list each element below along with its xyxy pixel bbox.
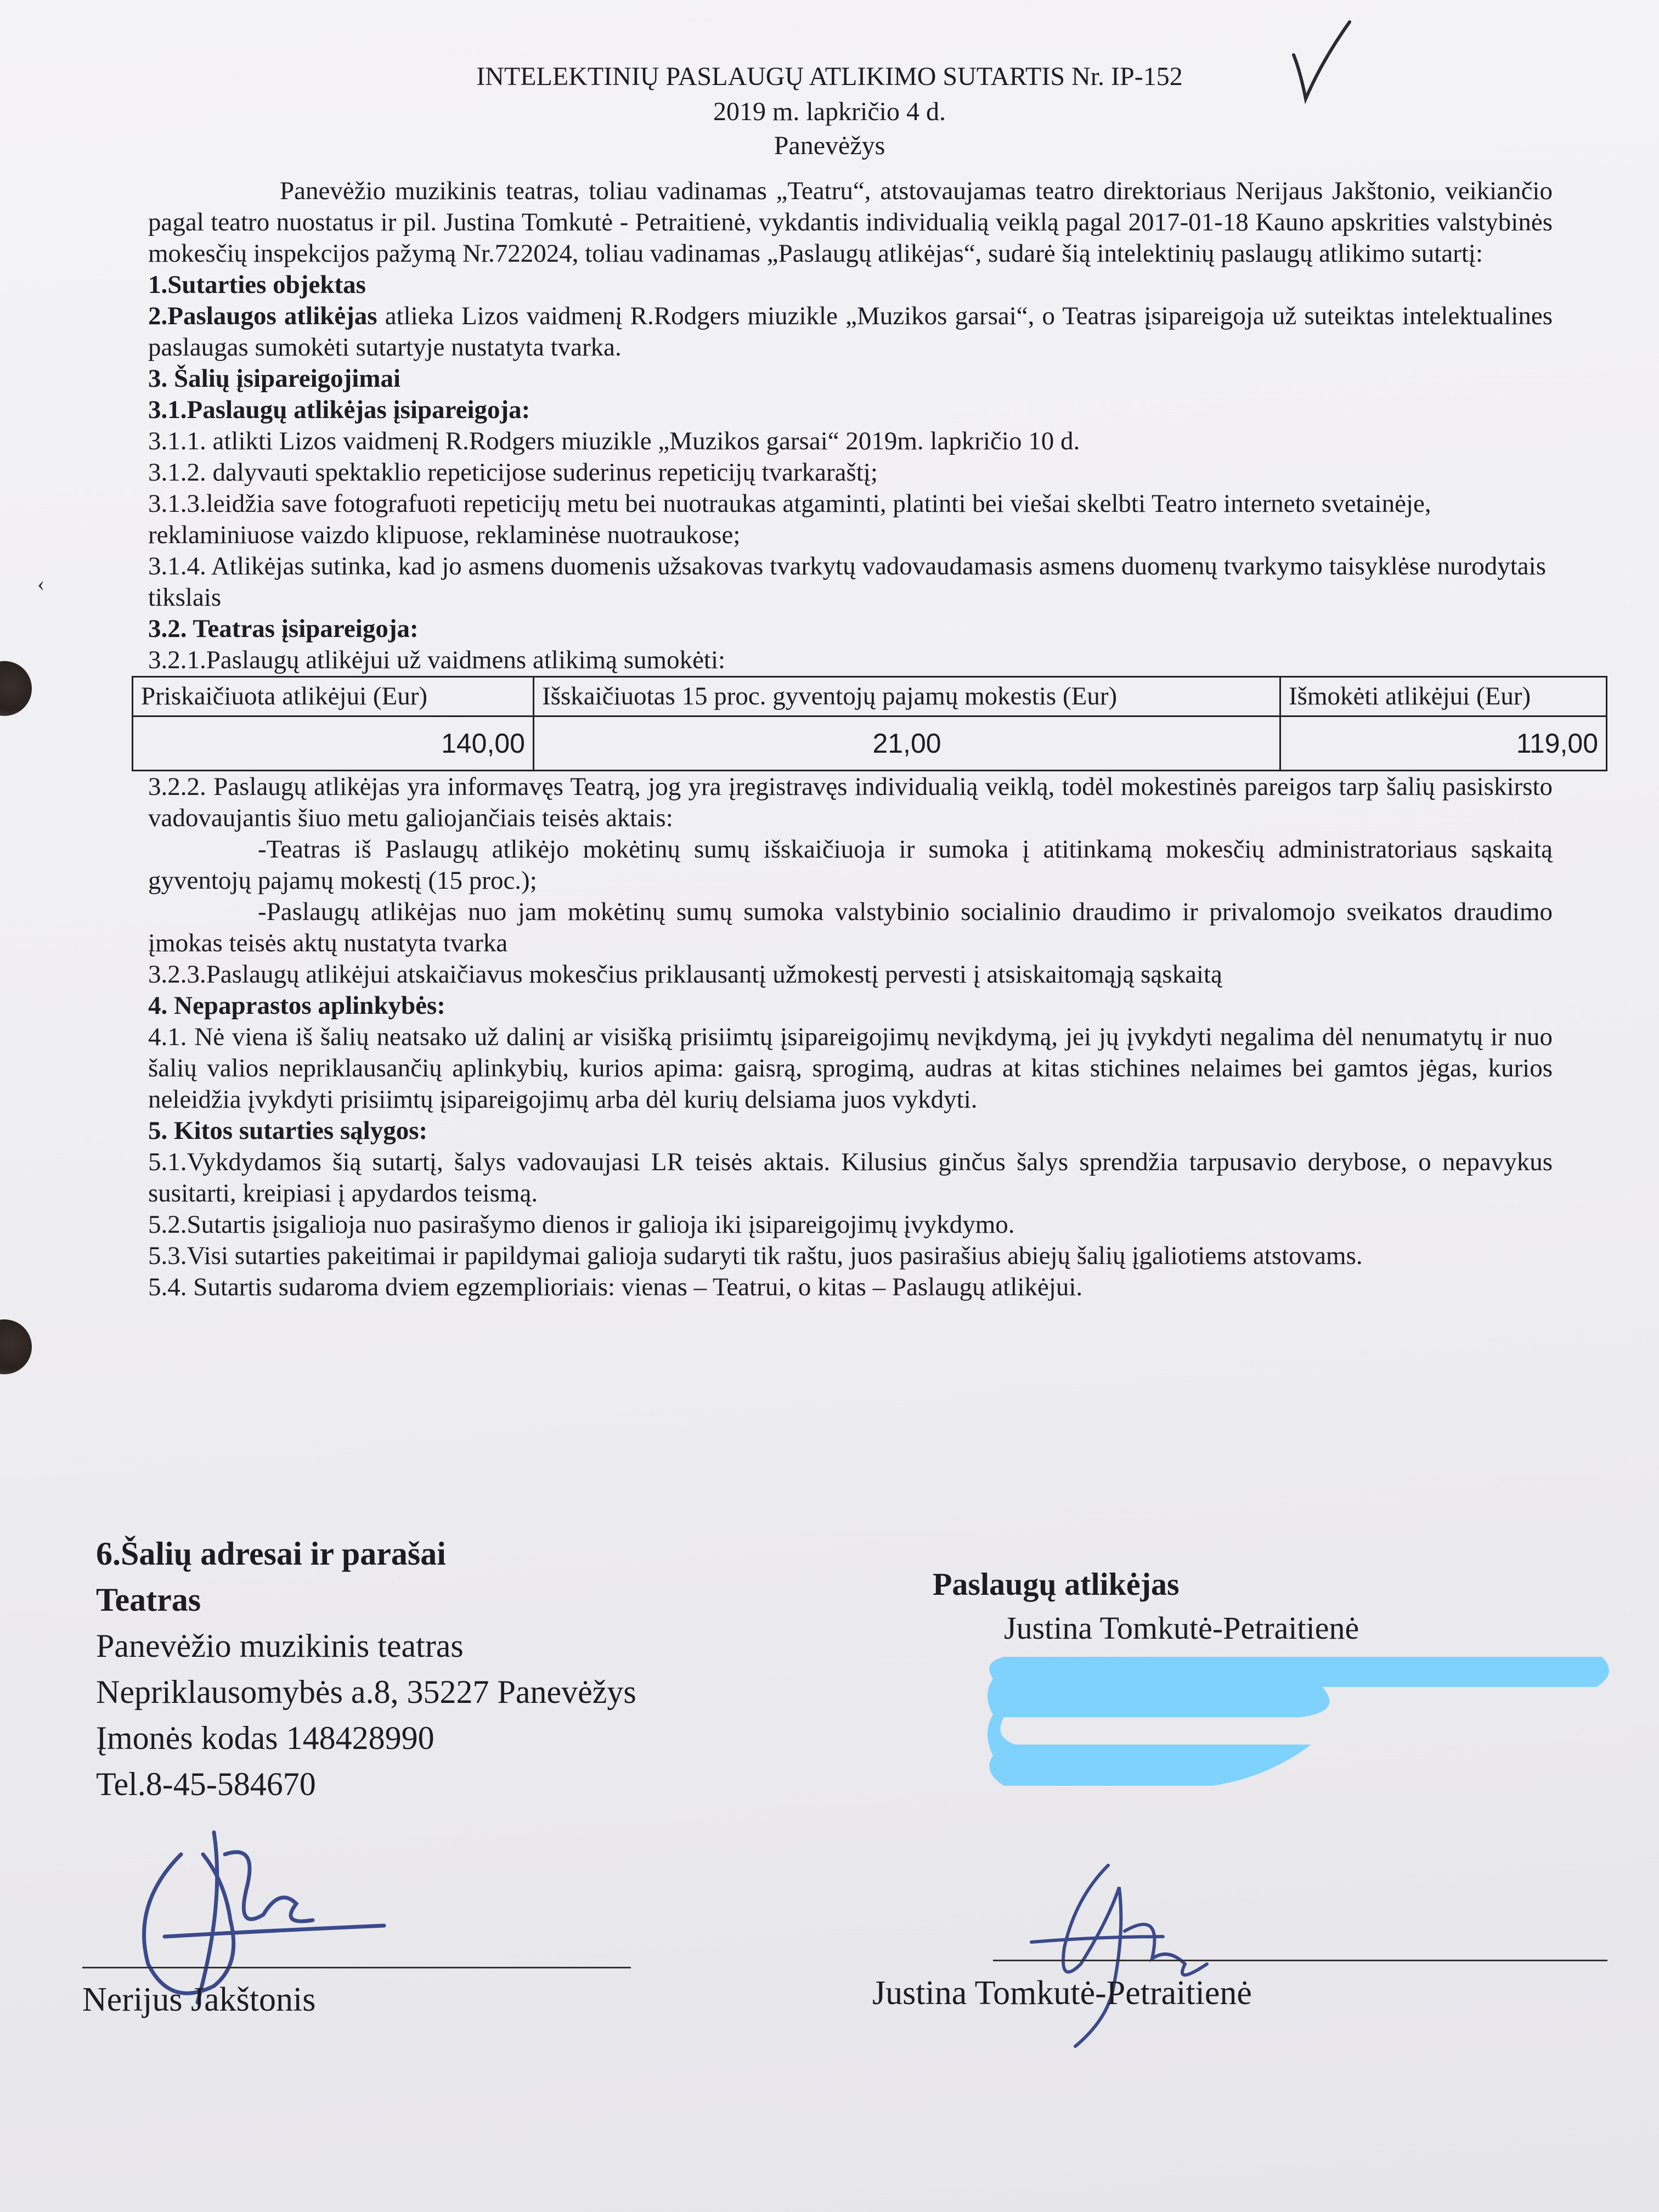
dash-item-2: -Paslaugų atlikėjas nuo jam mokėtinų sumų sumoka valstybinio socialinio draudimo ir privalomojo sveikatos draudimo įmokas teisės aktų nustatyta tvarka: [148, 898, 1553, 957]
table-cell-payout: 119,00: [1280, 716, 1607, 771]
table-header-cell: Priskaičiuota atlikėjui (Eur): [133, 677, 534, 716]
theatre-signer-name: Nerijus Jakštonis: [82, 1981, 316, 2018]
punch-hole-top: [0, 661, 32, 716]
party-performer-block: [933, 1562, 1359, 1650]
margin-mark: ‹: [37, 571, 45, 596]
item-3-1-3: 3.1.3.leidžia save fotografuoti repeticijų metu bei nuotraukas atgaminti, platinti bei viešai skelbti Teatro interneto svetainėje, reklaminiuose vaizdo klipuose, reklaminėse nuotraukose;: [148, 489, 1431, 549]
theatre-signature-line: [82, 1967, 631, 1968]
section-3-1-title: 3.1.Paslaugų atlikėjas įsipareigoja:: [148, 396, 531, 424]
punch-hole-bottom: [0, 1319, 32, 1374]
section-3-title: 3. Šalių įsipareigojimai: [148, 364, 401, 393]
performer-signer-name: Justina Tomkutė-Petraitienė: [872, 1974, 1252, 2012]
redaction-mark: [982, 1646, 1629, 1805]
dash-item-1: -Teatras iš Paslaugų atlikėjo mokėtinų sumų išskaičiuoja ir sumoka į atitinkamą mokesčių administratoriaus sąskaitą gyventojų pajamų mokestį (15 proc.);: [148, 835, 1553, 895]
section-3-2-title: 3.2. Teatras įsipareigoja:: [148, 614, 419, 643]
item-3-2-1: 3.2.1.Paslaugų atlikėjui už vaidmens atlikimą sumokėti:: [148, 646, 726, 674]
item-5-1: 5.1.Vykdydamos šią sutartį, šalys vadovaujasi LR teisės aktais. Kilusius ginčus šalys sprendžia tarpusavio derybose, o nepavykus susitarti, kreipiasi į apydardos teismą.: [148, 1148, 1553, 1207]
checkmark-icon: [1289, 16, 1355, 104]
theatre-company-code: Įmonės kodas 148428990: [96, 1720, 435, 1756]
table-row: [133, 716, 1607, 771]
item-3-2-2: 3.2.2. Paslaugų atlikėjas yra informavęs Teatrą, jog yra įregistravęs individualią veiklą, todėl mokestinės pareigos tarp šalių pasiskirsto vadovaujantis šiuo metu galiojančiais teisės aktais:: [148, 772, 1553, 832]
table-header-row: [133, 677, 1607, 716]
item-3-1-1: 3.1.1. atlikti Lizos vaidmenį R.Rodgers miuzikle „Muzikos garsai“ 2019m. lapkričio 10 d.: [148, 427, 1080, 455]
item-3-2-3: 3.2.3.Paslaugų atlikėjui atskaičiavus mokesčius priklausantį užmokestį pervesti į atsiskaitomąją sąskaitą: [148, 960, 1222, 989]
theatre-phone: Tel.8-45-584670: [96, 1766, 316, 1802]
section-2: [148, 301, 1553, 363]
contract-body: [141, 176, 1598, 1303]
performer-name: Justina Tomkutė-Petraitienė: [1004, 1610, 1359, 1646]
performer-signature: [998, 1854, 1240, 2052]
section-5-title: 5. Kitos sutarties sąlygos:: [148, 1116, 428, 1145]
table-header-cell: Išmokėti atlikėjui (Eur): [1280, 677, 1607, 716]
contract-city: Panevėžys: [774, 131, 885, 160]
section-2-text: atlieka Lizos vaidmenį R.Rodgers miuzikle „Muzikos garsai“, o Teatras įsipareigoja už suteiktas intelektualines paslaugas sumokėti sutartyje nustatyta tvarka.: [148, 302, 1553, 362]
table-cell-accrued: 140,00: [133, 716, 534, 771]
item-3-1-2: 3.1.2. dalyvauti spektaklio repeticijose suderinus repeticijų tvarkaraštį;: [148, 458, 878, 487]
section-4-title: 4. Nepaprastos aplinkybės:: [148, 991, 445, 1020]
table-header-cell: Išskaičiuotas 15 proc. gyventojų pajamų mokestis (Eur): [534, 677, 1280, 716]
theatre-role: Teatras: [96, 1582, 201, 1618]
intro-paragraph: Panevėžio muzikinis teatras, toliau vadinamas „Teatru“, atstovaujamas teatro direktoriaus Nerijaus Jakštonio, veikiančio pagal teatro nuostatus ir pil. Justina Tomkutė - Petraitienė, vykdantis individualią veiklą pagal 2017-01-18 Kauno apskrities valstybinės mokesčių inspekcijos pažymą Nr.722024, toliau vadinamas „Paslaugų atlikėjas“, sudarė šią intelektinių paslaugų atlikimo sutartį:: [148, 177, 1553, 268]
item-4-1: 4.1. Nė viena iš šalių neatsako už dalinį ar visišką prisiimtų įsipareigojimų nevįkdymą, jei jų įvykdyti negalima dėl nenumatytų ir nuo šalių valios nepriklausančių aplinkybių, kurios apima: gaisrą, sprogimą, audras at kitas stichines nelaimes bei gamtos jėgas, kurios neleidžia įvykdyti prisiimtų įsipareigojimų arba dėl kurių delsiama juos vykdyti.: [148, 1023, 1553, 1114]
theatre-name: Panevėžio muzikinis teatras: [96, 1628, 464, 1664]
item-5-4: 5.4. Sutartis sudaroma dviem egzemplioriais: vienas – Teatrui, o kitas – Paslaugų atlikėjui.: [148, 1273, 1083, 1301]
payment-table: [132, 676, 1607, 771]
item-3-1-4: 3.1.4. Atlikėjas sutinka, kad jo asmens duomenis užsakovas tvarkytų vadovaudamasis asmens duomenų tvarkymo taisyklėse nurodytais tikslais: [148, 552, 1547, 612]
item-5-3: 5.3.Visi sutarties pakeitimai ir papildymai galioja sudaryti tik raštu, juos pasirašius abiejų šalių įgaliotiems atstovams.: [148, 1242, 1363, 1270]
section-1-title: 1.Sutarties objektas: [148, 270, 366, 299]
section-6-title: 6.Šalių adresai ir parašai: [96, 1536, 446, 1572]
performer-signature-line: [993, 1960, 1607, 1961]
contract-title: INTELEKTINIŲ PASLAUGŲ ATLIKIMO SUTARTIS Nr. IP-152: [476, 62, 1183, 91]
item-5-2: 5.2.Sutartis įsigalioja nuo pasirašymo dienos ir galioja iki įsipareigojimų įvykdymo.: [148, 1210, 1015, 1239]
party-theatre-block: [96, 1531, 636, 1807]
section-2-lead: 2.Paslaugos atlikėjas: [148, 302, 377, 330]
table-cell-tax: 21,00: [534, 716, 1280, 771]
theatre-address: Nepriklausomybės a.8, 35227 Panevėžys: [96, 1674, 636, 1710]
performer-role: Paslaugų atlikėjas: [933, 1566, 1180, 1602]
contract-date: 2019 m. lapkričio 4 d.: [713, 97, 946, 126]
